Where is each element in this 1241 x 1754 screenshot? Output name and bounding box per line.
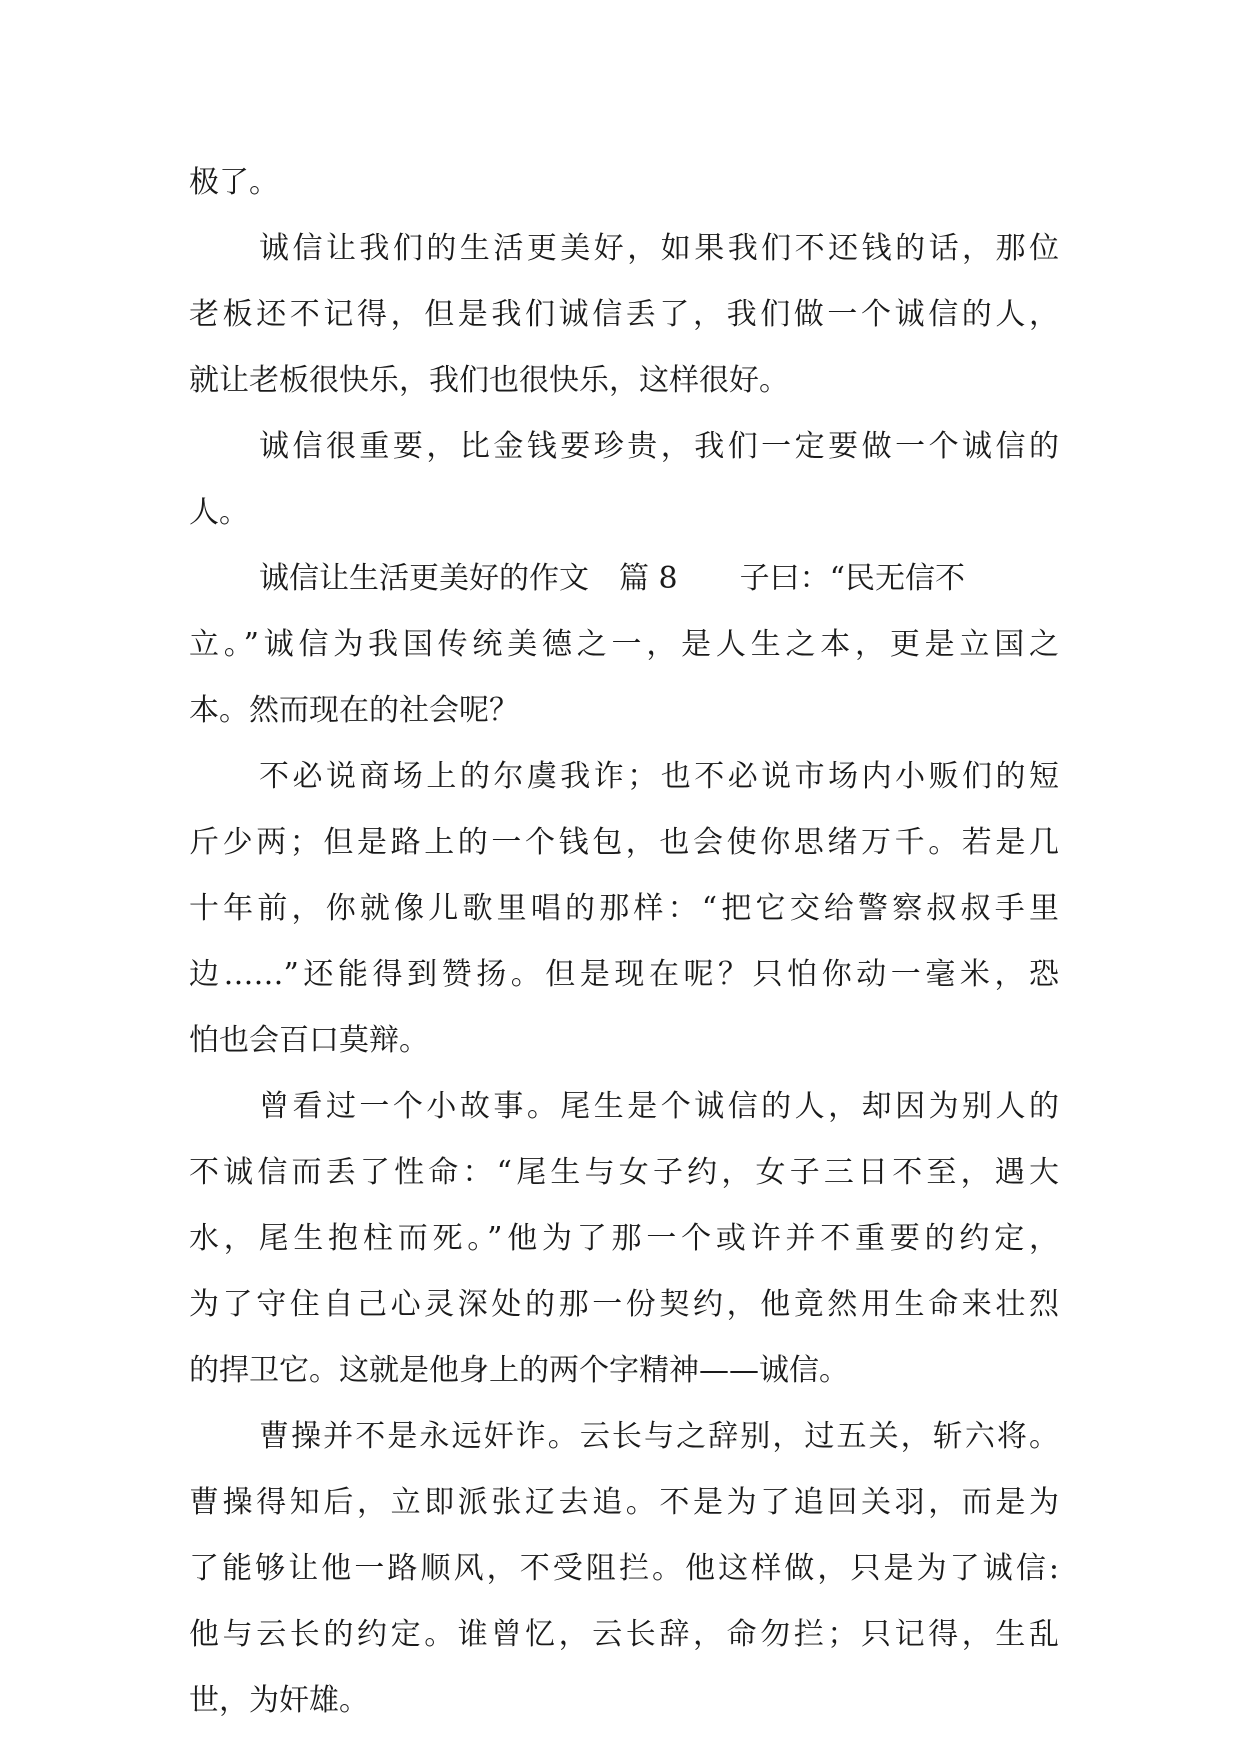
text-line: 人。 — [189, 495, 249, 530]
text-line: 老板还不记得，但是我们诚信丢了，我们做一个诚信的人， — [189, 297, 1059, 332]
paragraph-first-line: 诚信很重要，比金钱要珍贵，我们一定要做一个诚信的 — [259, 429, 1059, 464]
paragraph-first-line: 诚信让我们的生活更美好，如果我们不还钱的话，那位 — [259, 231, 1059, 266]
text-line: 就让老板很快乐，我们也很快乐，这样很好。 — [189, 363, 789, 398]
text-line: 为了守住自己心灵深处的那一份契约，他竟然用生命来壮烈 — [189, 1287, 1059, 1322]
text-line: 边……”还能得到赞扬。但是现在呢？只怕你动一毫米，恐 — [189, 957, 1059, 992]
text-line: 立。”诚信为我国传统美德之一，是人生之本，更是立国之 — [189, 627, 1059, 662]
text-line: 本。然而现在的社会呢？ — [189, 693, 519, 728]
text-line: 不诚信而丢了性命：“尾生与女子约，女子三日不至，遇大 — [189, 1155, 1059, 1190]
text-line: 斤少两；但是路上的一个钱包，也会使你思绪万千。若是几 — [189, 825, 1059, 860]
text-line: 十年前，你就像儿歌里唱的那样：“把它交给警察叔叔手里 — [189, 891, 1059, 926]
document-body — [189, 150, 1059, 1734]
text-line: 极了。 — [189, 165, 279, 200]
paragraph-first-line: 曾看过一个小故事。尾生是个诚信的人，却因为别人的 — [259, 1089, 1059, 1124]
paragraph-first-line: 不必说商场上的尔虞我诈；也不必说市场内小贩们的短 — [259, 759, 1059, 794]
section-title: 诚信让生活更美好的作文 篇 8 — [259, 561, 678, 596]
paragraph-first-line: 曹操并不是永远奸诈。云长与之辞别，过五关，斩六将。 — [259, 1419, 1059, 1454]
text-line: 曹操得知后，立即派张辽去追。不是为了追回关羽，而是为 — [189, 1485, 1059, 1520]
text-line: 水，尾生抱柱而死。”他为了那一个或许并不重要的约定， — [189, 1221, 1059, 1256]
text-line: 世，为奸雄。 — [189, 1683, 369, 1718]
section-heading-line — [189, 546, 1059, 612]
text-line: 他与云长的约定。谁曾忆，云长辞，命勿拦；只记得，生乱 — [189, 1617, 1059, 1652]
text-line: 了能够让他一路顺风，不受阻拦。他这样做，只是为了诚信: — [189, 1551, 1059, 1586]
text-line: 怕也会百口莫辩。 — [189, 1023, 429, 1058]
section-opening-text: 子曰：“民无信不 — [739, 561, 965, 596]
text-line: 的捍卫它。这就是他身上的两个字精神——诚信。 — [189, 1353, 849, 1388]
